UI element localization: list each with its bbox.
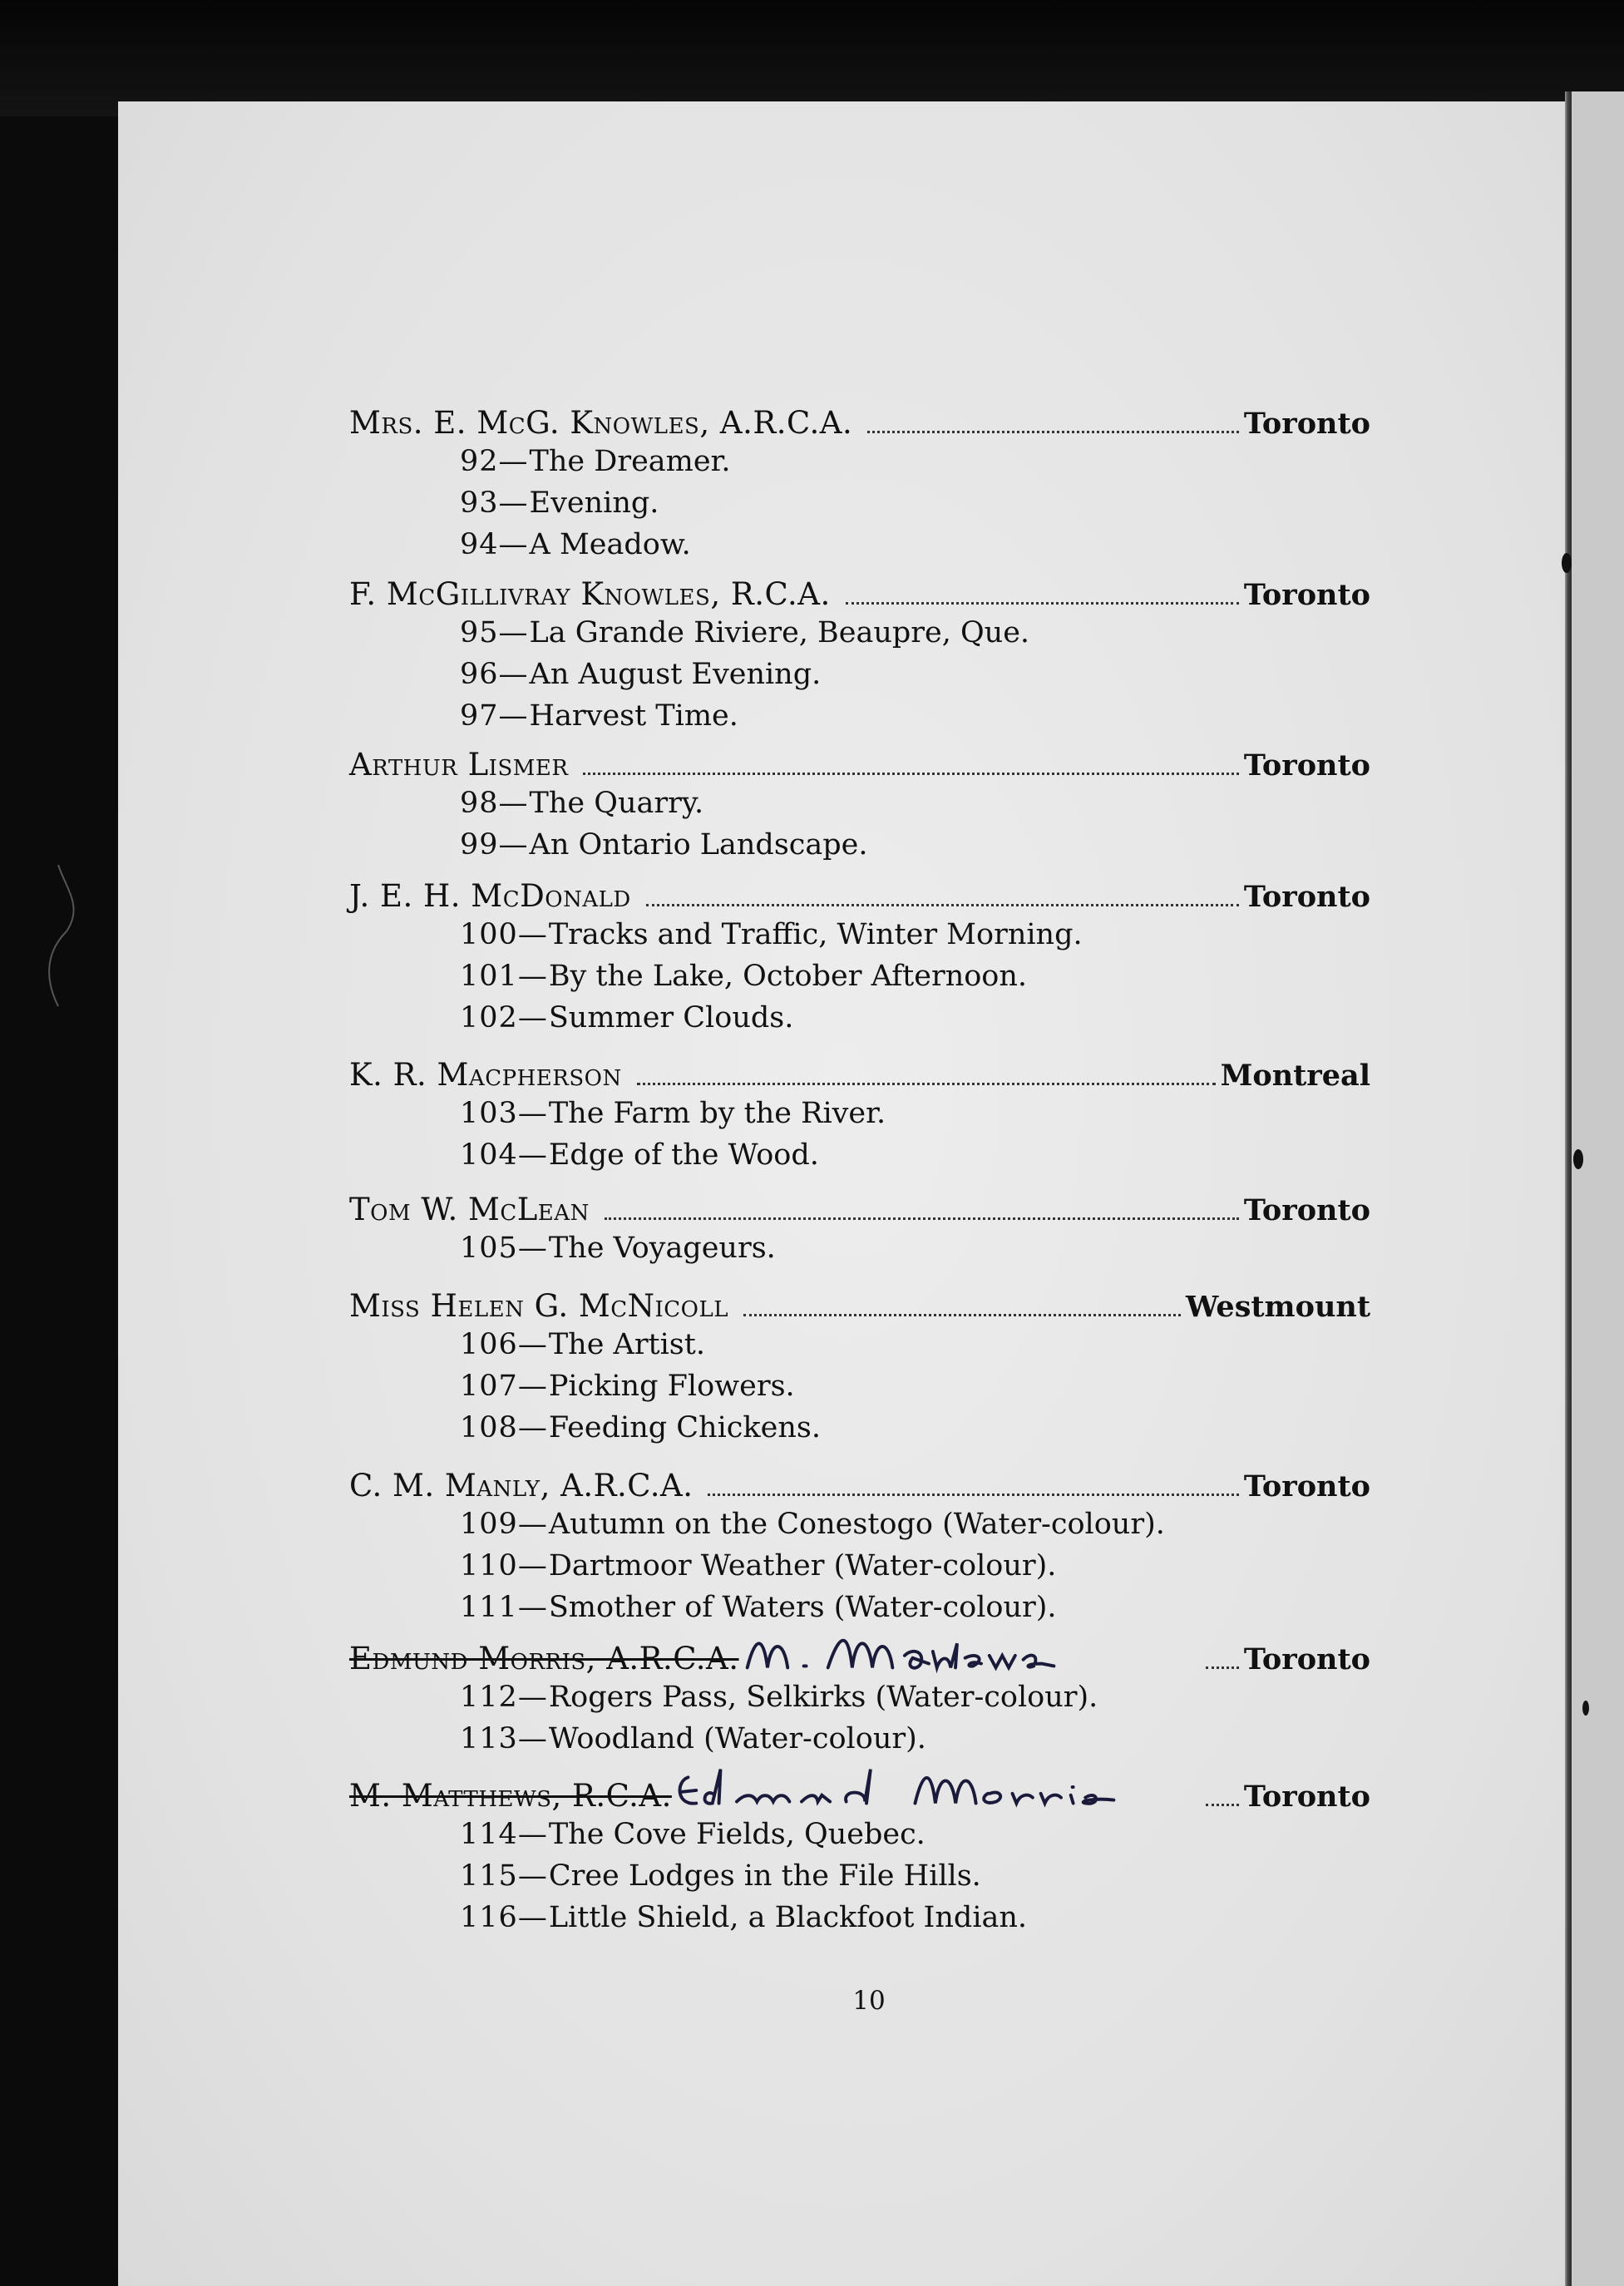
page-number: 10 bbox=[852, 1986, 886, 2016]
dot-leader bbox=[583, 773, 1238, 775]
work-number: 112 bbox=[460, 1681, 518, 1714]
works-list bbox=[349, 1814, 1370, 1938]
artist-name: Miss Helen G. McNicoll bbox=[349, 1288, 729, 1324]
artist-city: Toronto bbox=[1243, 1469, 1370, 1503]
work-number: 116 bbox=[460, 1901, 518, 1934]
work-item: 102—Summer Clouds. bbox=[460, 1001, 794, 1034]
work-number: 97 bbox=[460, 699, 499, 733]
artist-entry bbox=[349, 404, 1370, 565]
work-number: 115 bbox=[460, 1859, 518, 1893]
work-title: Dartmoor Weather (Water-colour). bbox=[548, 1549, 1057, 1582]
work-title: Cree Lodges in the File Hills. bbox=[548, 1859, 981, 1893]
dot-leader bbox=[846, 602, 1239, 605]
artist-heading bbox=[349, 404, 1370, 441]
artist-entry bbox=[349, 1191, 1370, 1269]
artist-heading bbox=[349, 1640, 1370, 1676]
work-number: 96 bbox=[460, 658, 499, 691]
artist-city: Toronto bbox=[1243, 578, 1370, 612]
artist-name: K. R. Macpherson bbox=[349, 1057, 622, 1093]
work-item: 101—By the Lake, October Afternoon. bbox=[460, 960, 1028, 993]
artist-city: Toronto bbox=[1243, 880, 1370, 914]
artist-city: Montreal bbox=[1220, 1059, 1370, 1093]
artist-name: J. E. H. McDonald bbox=[349, 878, 631, 914]
margin-pencil-scribble bbox=[33, 857, 100, 1023]
work-item: 93—Evening. bbox=[460, 486, 659, 520]
work-number: 92 bbox=[460, 445, 499, 478]
handwritten-correction bbox=[672, 1760, 1191, 1814]
work-item: 106—The Artist. bbox=[460, 1328, 705, 1361]
work-item: 109—Autumn on the Conestogo (Water-colour). bbox=[460, 1508, 1165, 1541]
artist-city: Toronto bbox=[1243, 748, 1370, 783]
work-item: 111—Smother of Waters (Water-colour). bbox=[460, 1591, 1057, 1624]
artist-heading bbox=[349, 575, 1370, 612]
work-item: 100—Tracks and Traffic, Winter Morning. bbox=[460, 918, 1083, 951]
work-item: 98—The Quarry. bbox=[460, 787, 704, 820]
margin-ink-mark bbox=[1582, 1701, 1589, 1716]
work-number: 107 bbox=[460, 1370, 518, 1403]
work-title: Rogers Pass, Selkirks (Water-colour). bbox=[548, 1681, 1098, 1714]
work-item: 112—Rogers Pass, Selkirks (Water-colour). bbox=[460, 1681, 1098, 1714]
work-title: The Farm by the River. bbox=[548, 1097, 886, 1130]
artist-city: Toronto bbox=[1243, 1193, 1370, 1227]
work-item: 113—Woodland (Water-colour). bbox=[460, 1722, 926, 1755]
work-item: 116—Little Shield, a Blackfoot Indian. bbox=[460, 1901, 1028, 1934]
works-list bbox=[349, 914, 1370, 1039]
work-title: An Ontario Landscape. bbox=[529, 828, 868, 862]
dot-leader bbox=[1206, 1804, 1239, 1806]
work-title: Evening. bbox=[529, 486, 659, 520]
artist-city: Toronto bbox=[1243, 407, 1370, 441]
work-number: 109 bbox=[460, 1508, 518, 1541]
artist-heading bbox=[349, 1777, 1370, 1814]
work-title: A Meadow. bbox=[529, 528, 691, 561]
artist-entry bbox=[349, 1640, 1370, 1760]
work-item: 95—La Grande Riviere, Beaupre, Que. bbox=[460, 616, 1030, 649]
artist-entry bbox=[349, 877, 1370, 1039]
work-item: 114—The Cove Fields, Quebec. bbox=[460, 1818, 926, 1851]
work-item: 97—Harvest Time. bbox=[460, 699, 738, 733]
artist-city: Toronto bbox=[1243, 1780, 1370, 1814]
work-title: Summer Clouds. bbox=[548, 1001, 794, 1034]
artist-name: Arthur Lismer bbox=[349, 747, 569, 783]
work-title: Edge of the Wood. bbox=[548, 1138, 819, 1172]
works-list bbox=[349, 1324, 1370, 1449]
handwritten-correction bbox=[739, 1627, 1191, 1676]
works-list bbox=[349, 1503, 1370, 1628]
work-item: 115—Cree Lodges in the File Hills. bbox=[460, 1859, 981, 1893]
works-list bbox=[349, 783, 1370, 866]
work-item: 108—Feeding Chickens. bbox=[460, 1411, 821, 1444]
work-item: 104—Edge of the Wood. bbox=[460, 1138, 819, 1172]
work-number: 106 bbox=[460, 1328, 518, 1361]
work-item: 107—Picking Flowers. bbox=[460, 1370, 795, 1403]
work-number: 108 bbox=[460, 1411, 518, 1444]
work-title: Autumn on the Conestogo (Water-colour). bbox=[548, 1508, 1165, 1541]
dot-leader bbox=[743, 1314, 1181, 1316]
artist-heading bbox=[349, 1287, 1370, 1324]
work-title: Smother of Waters (Water-colour). bbox=[548, 1591, 1057, 1624]
work-number: 101 bbox=[460, 960, 518, 993]
work-title: The Dreamer. bbox=[529, 445, 731, 478]
work-title: The Quarry. bbox=[529, 787, 704, 820]
work-title: An August Evening. bbox=[529, 658, 822, 691]
artist-heading bbox=[349, 877, 1370, 914]
artist-name-struck: M. Matthews, R.C.A. bbox=[349, 1778, 672, 1814]
work-title: Harvest Time. bbox=[529, 699, 738, 733]
work-title: Feeding Chickens. bbox=[548, 1411, 821, 1444]
work-number: 100 bbox=[460, 918, 518, 951]
work-title: Little Shield, a Blackfoot Indian. bbox=[548, 1901, 1028, 1934]
works-list bbox=[349, 1227, 1370, 1269]
work-item: 96—An August Evening. bbox=[460, 658, 822, 691]
artist-heading bbox=[349, 1467, 1370, 1503]
work-number: 94 bbox=[460, 528, 499, 561]
work-item: 92—The Dreamer. bbox=[460, 445, 731, 478]
artist-entry bbox=[349, 1056, 1370, 1176]
work-number: 104 bbox=[460, 1138, 518, 1172]
artist-name-struck: Edmund Morris, A.R.C.A. bbox=[349, 1641, 739, 1676]
work-title: La Grande Riviere, Beaupre, Que. bbox=[529, 616, 1030, 649]
work-number: 95 bbox=[460, 616, 499, 649]
work-item: 110—Dartmoor Weather (Water-colour). bbox=[460, 1549, 1057, 1582]
dot-leader bbox=[708, 1494, 1238, 1496]
dot-leader bbox=[646, 904, 1239, 906]
work-number: 98 bbox=[460, 787, 499, 820]
work-title: Tracks and Traffic, Winter Morning. bbox=[548, 918, 1083, 951]
work-title: The Artist. bbox=[548, 1328, 705, 1361]
work-number: 113 bbox=[460, 1722, 518, 1755]
dot-leader bbox=[605, 1217, 1239, 1220]
artist-name: Mrs. E. McG. Knowles, A.R.C.A. bbox=[349, 405, 853, 441]
work-item: 94—A Meadow. bbox=[460, 528, 691, 561]
work-title: The Cove Fields, Quebec. bbox=[548, 1818, 926, 1851]
artist-entry bbox=[349, 1287, 1370, 1449]
dot-leader bbox=[867, 431, 1239, 433]
works-list bbox=[349, 612, 1370, 737]
work-item: 99—An Ontario Landscape. bbox=[460, 828, 868, 862]
work-item: 105—The Voyageurs. bbox=[460, 1232, 776, 1265]
margin-ink-mark bbox=[1573, 1149, 1583, 1169]
work-item: 103—The Farm by the River. bbox=[460, 1097, 886, 1130]
work-number: 105 bbox=[460, 1232, 518, 1265]
facing-page-edge bbox=[1572, 91, 1624, 2286]
artist-name: C. M. Manly, A.R.C.A. bbox=[349, 1468, 694, 1503]
artist-city: Westmount bbox=[1185, 1290, 1370, 1324]
artist-city: Toronto bbox=[1243, 1642, 1370, 1676]
work-number: 110 bbox=[460, 1549, 518, 1582]
work-title: Picking Flowers. bbox=[548, 1370, 795, 1403]
artist-entry bbox=[349, 1467, 1370, 1628]
work-number: 114 bbox=[460, 1818, 518, 1851]
scan-background bbox=[0, 0, 1624, 116]
work-title: By the Lake, October Afternoon. bbox=[548, 960, 1028, 993]
work-number: 93 bbox=[460, 486, 499, 520]
artist-entry bbox=[349, 575, 1370, 737]
dot-leader bbox=[1206, 1666, 1239, 1669]
work-title: The Voyageurs. bbox=[548, 1232, 776, 1265]
margin-ink-mark bbox=[1562, 553, 1572, 573]
work-title: Woodland (Water-colour). bbox=[548, 1722, 926, 1755]
artist-heading bbox=[349, 1056, 1370, 1093]
work-number: 99 bbox=[460, 828, 499, 862]
works-list bbox=[349, 1093, 1370, 1176]
page-spine-edge bbox=[1565, 91, 1572, 2286]
artist-heading bbox=[349, 746, 1370, 783]
artist-entry bbox=[349, 1777, 1370, 1938]
works-list bbox=[349, 441, 1370, 565]
work-number: 103 bbox=[460, 1097, 518, 1130]
artist-name: F. McGillivray Knowles, R.C.A. bbox=[349, 576, 831, 612]
works-list bbox=[349, 1676, 1370, 1760]
artist-name: Tom W. McLean bbox=[349, 1192, 590, 1227]
artist-entry bbox=[349, 746, 1370, 866]
work-number: 111 bbox=[460, 1591, 518, 1624]
artist-heading bbox=[349, 1191, 1370, 1227]
work-number: 102 bbox=[460, 1001, 518, 1034]
dot-leader bbox=[637, 1083, 1216, 1085]
